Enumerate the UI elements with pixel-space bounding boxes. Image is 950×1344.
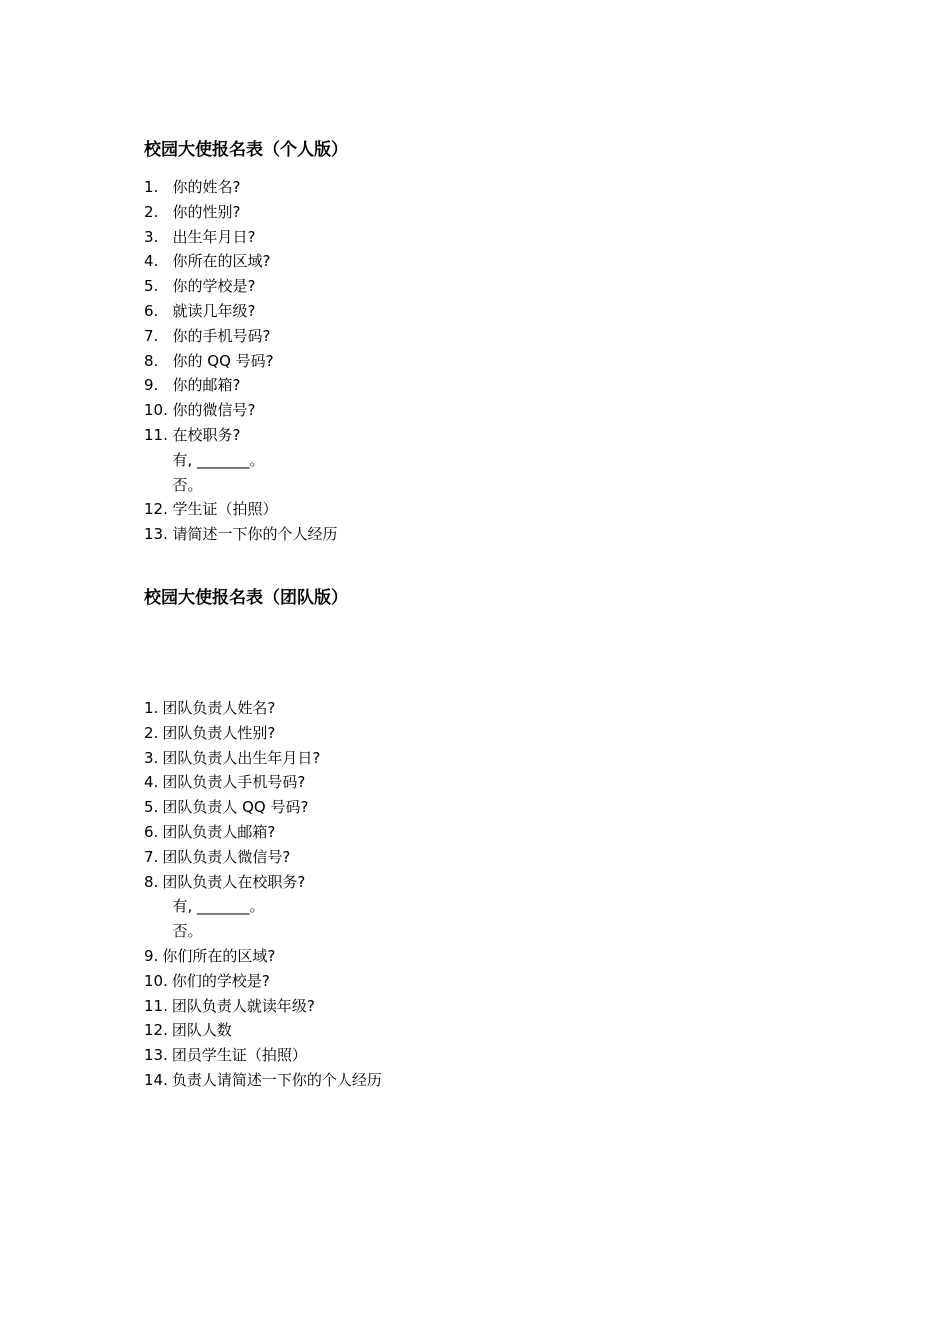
item-number: 10. [144,401,168,420]
item-text: 团队负责人微信号? [162,847,291,866]
list-item [144,299,844,324]
item-number: 6. [144,822,159,841]
item-text: 就读几年级? [172,301,256,320]
list-item [144,770,844,795]
item-number: 8. [144,351,159,370]
list-item [144,845,844,870]
list-item [144,870,844,895]
item-number: 12. [144,500,168,519]
option-item [144,473,844,498]
item-number: 13. [144,1046,168,1065]
item-text: 出生年月日? [172,227,256,246]
option-no: 否。 [172,922,203,941]
item-text: 团队人数 [171,1021,232,1040]
list-item [144,721,844,746]
item-text: 团员学生证（拍照） [171,1046,307,1065]
item-number: 1. [144,699,159,717]
list-item [144,175,844,200]
option-no: 否。 [172,475,203,494]
list-item [144,522,844,547]
list-item [144,994,844,1019]
item-number: 2. [144,202,159,221]
list-item [144,200,844,225]
item-number: 8. [144,872,159,891]
team-question-list [144,696,844,1093]
item-text: 请简述一下你的个人经历 [172,525,338,544]
item-text: 团队负责人邮箱? [162,822,276,841]
option-item [144,894,844,919]
item-number: 4. [144,252,159,271]
list-item [144,795,844,820]
list-item [144,373,844,398]
list-item [144,274,844,299]
item-number: 9. [144,946,159,965]
item-text: 你的性别? [172,202,241,221]
option-yes: 有, _______。 [172,450,265,469]
option-item [144,448,844,473]
list-item [144,1018,844,1043]
item-number: 11. [144,425,168,444]
item-text: 你的邮箱? [172,376,241,395]
item-number: 10. [144,971,168,990]
item-text: 团队负责人在校职务? [162,872,306,891]
item-text: 团队负责人性别? [162,723,276,742]
option-item [144,919,844,944]
item-text: 团队负责人出生年月日? [162,748,321,767]
item-text: 你所在的区域? [172,252,271,271]
list-item [144,249,844,274]
list-item [144,1068,844,1093]
item-text: 你们的学校是? [171,971,270,990]
item-number: 1. [144,178,159,196]
item-text: 你们所在的区域? [162,946,276,965]
item-text: 团队负责人就读年级? [171,996,315,1015]
item-text: 你的手机号码? [172,326,271,345]
item-number: 14. [144,1070,168,1089]
item-text: 学生证（拍照） [172,500,278,519]
item-number: 2. [144,723,159,742]
list-item [144,746,844,771]
list-item [144,497,844,522]
list-item [144,225,844,250]
list-item [144,324,844,349]
item-text: 团队负责人手机号码? [162,773,306,792]
list-item [144,398,844,423]
team-form-title: 校园大使报名表（团队版） [144,588,348,608]
item-number: 13. [144,525,168,544]
item-text: 团队负责人 QQ 号码? [162,798,309,817]
item-number: 3. [144,748,159,767]
personal-form-title: 校园大使报名表（个人版） [144,140,348,160]
item-number: 12. [144,1021,168,1040]
list-item [144,696,844,721]
item-number: 9. [144,376,159,395]
item-text: 团队负责人姓名? [162,699,276,717]
list-item [144,349,844,374]
item-text: 你的学校是? [172,277,256,296]
item-number: 5. [144,798,159,817]
list-item [144,969,844,994]
list-item [144,423,844,448]
personal-question-list [144,175,844,547]
item-text: 你的 QQ 号码? [172,351,274,370]
list-item [144,1043,844,1068]
item-text: 负责人请简述一下你的个人经历 [171,1070,382,1089]
item-number: 5. [144,277,159,296]
item-text: 在校职务? [172,425,241,444]
list-item [144,820,844,845]
option-yes: 有, _______。 [172,897,265,916]
item-text: 你的姓名? [172,178,241,196]
item-number: 11. [144,996,168,1015]
item-number: 7. [144,847,159,866]
item-text: 你的微信号? [172,401,256,420]
item-number: 4. [144,773,159,792]
item-number: 6. [144,301,159,320]
item-number: 3. [144,227,159,246]
team-form-section [144,586,844,1093]
personal-form-section [144,138,844,547]
item-number: 7. [144,326,159,345]
list-item [144,944,844,969]
